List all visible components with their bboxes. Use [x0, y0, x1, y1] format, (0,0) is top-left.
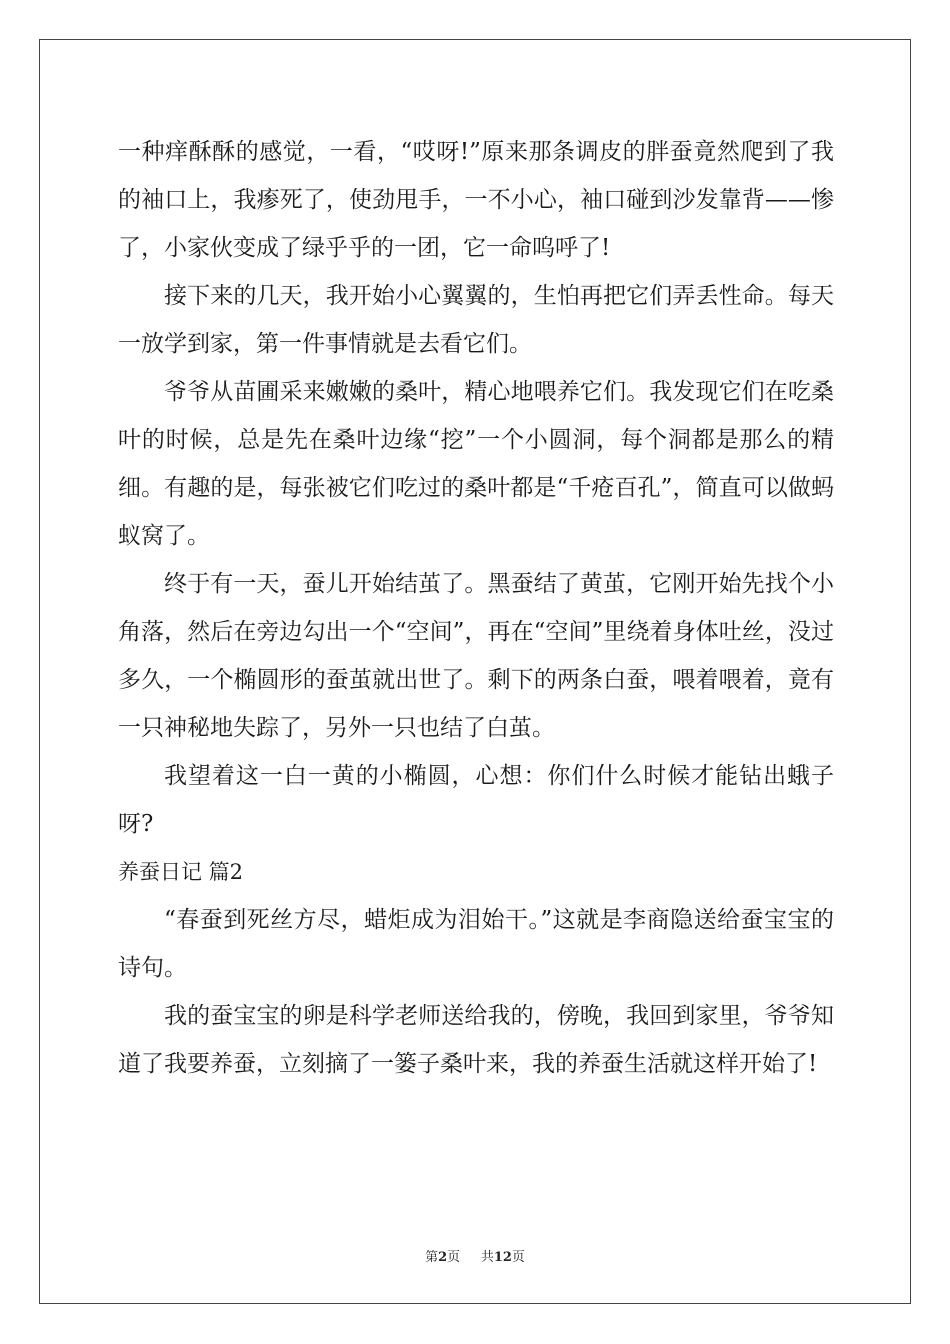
paragraph: 一种痒酥酥的感觉，一看，“哎呀!”原来那条调皮的胖蚕竟然爬到了我的袖口上，我瘆死了，使劲甩手，一不小心，袖口碰到沙发靠背——惨了，小家伙变成了绿乎乎的一团，它一命呜呼了!: [118, 139, 834, 261]
document-body: [118, 128, 834, 1088]
paragraph: 终于有一天，蚕儿开始结茧了。黑蚕结了黄茧，它刚开始先找个小角落，然后在旁边勾出一个“空间”，再在“空间”里绕着身体吐丝，没过多久，一个椭圆形的蚕茧就出世了。剩下的两条白蚕，喂着喂着，竟有一只神秘地失踪了，另外一只也结了白茧。: [118, 571, 834, 741]
total-suffix: 页: [511, 1250, 525, 1265]
total-pages: 12: [493, 1250, 512, 1265]
paragraph: “春蚕到死丝方尽，蜡炬成为泪始干。”这就是李商隐送给蚕宝宝的诗句。: [118, 907, 834, 981]
section-heading: 养蚕日记 篇2: [118, 860, 244, 884]
paragraph: 我的蚕宝宝的卵是科学老师送给我的，傍晚，我回到家里，爷爷知道了我要养蚕，立刻摘了一篓子桑叶来，我的养蚕生活就这样开始了!: [118, 1003, 834, 1077]
paragraph: 我望着这一白一黄的小椭圆，心想：你们什么时候才能钻出蛾子呀?: [118, 763, 834, 837]
page-number: 2: [438, 1250, 448, 1265]
page-label-suffix: 页: [447, 1250, 461, 1265]
page-footer: [0, 1246, 950, 1265]
paragraph: 爷爷从苗圃采来嫩嫩的桑叶，精心地喂养它们。我发现它们在吃桑叶的时候，总是先在桑叶边缘“挖”一个小圆洞，每个洞都是那么的精细。有趣的是，每张被它们吃过的桑叶都是“千疮百孔”，简直可以做蚂蚁窝了。: [118, 379, 834, 549]
total-prefix: 共: [480, 1250, 494, 1265]
page-label-prefix: 第: [425, 1250, 439, 1265]
paragraph: 接下来的几天，我开始小心翼翼的，生怕再把它们弄丢性命。每天一放学到家，第一件事情就是去看它们。: [118, 283, 834, 357]
